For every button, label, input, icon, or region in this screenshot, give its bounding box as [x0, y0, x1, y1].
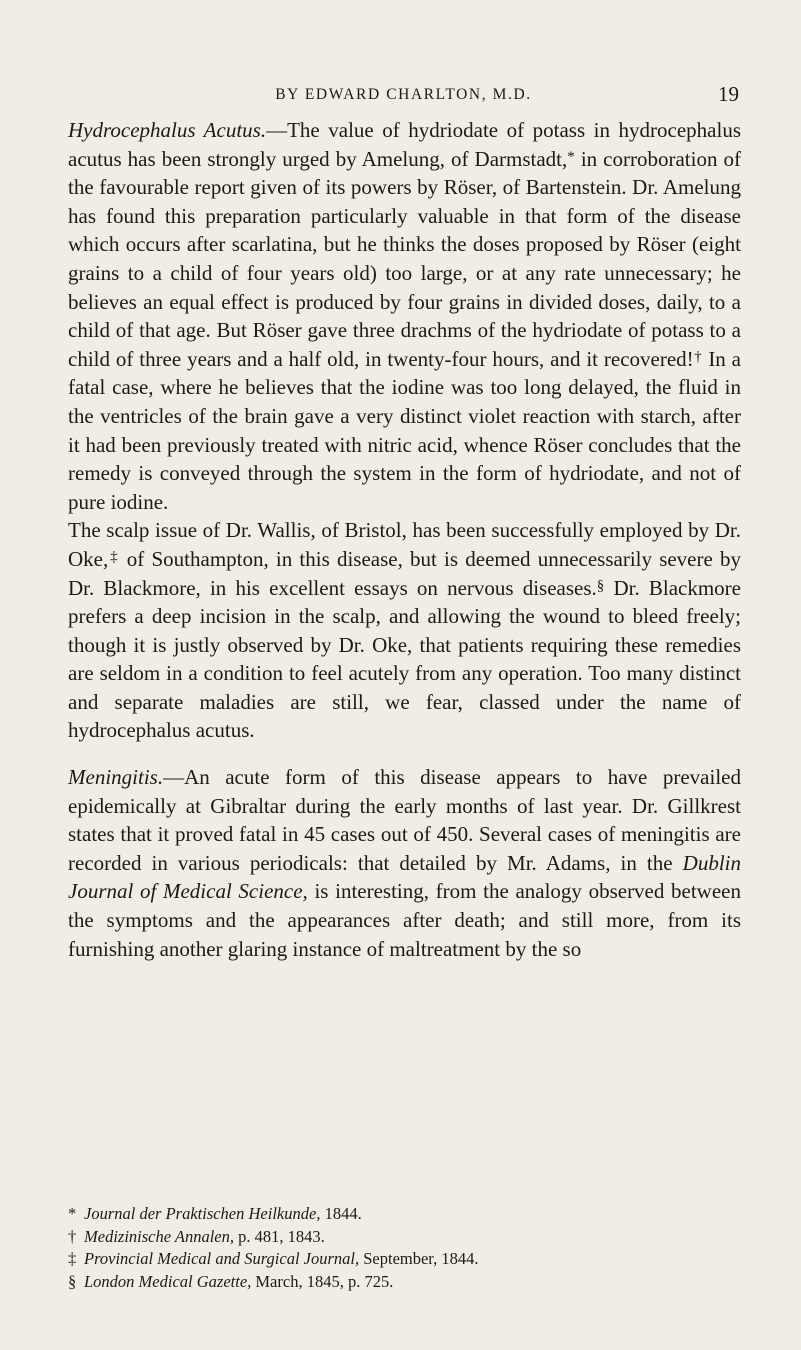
paragraph-text: —The value of hydriodate of potass in hydrocephalus acutus has been strongly urged by Amelung, of Darmstadt,: [68, 118, 741, 171]
paragraph-meningitis: [68, 763, 741, 963]
footnote: [68, 1248, 741, 1271]
running-head: BY EDWARD CHARLTON, M.D.: [275, 86, 532, 103]
footnote-source: Medizinische Annalen,: [84, 1226, 234, 1246]
footnote: [68, 1271, 741, 1294]
section-lead-meningitis: Meningitis.: [68, 765, 164, 790]
section-lead-hydrocephalus: Hydrocephalus Acutus.: [68, 118, 267, 142]
paragraph-text: is interesting, from the analogy observed between the symptoms and the appearances after death; and still more, from its furnishing another glaring instance of maltreatment by the so: [68, 879, 741, 961]
paragraph-text: in corroboration of the favourable report given of its powers by Röser, of Bartenstein. Dr. Amelung has found this preparation particularly valuable in that form of the disease which occurs after scarlatina, but he thinks the doses proposed by Röser (eight grains to a child of four years old) too large, or at any rate unnecessary; he believes an equal effect is produced by four grains in divided doses, daily, to a child of that age. But Röser gave three drachms of the hydriodate of potass to a child of three years and a half old, in twenty-four hours, and it recovered!: [68, 146, 741, 371]
paragraph-text: —An acute form of this disease appears to have prevailed epidemically at Gibraltar during the early months of last year. Dr. Gillkrest states that it proved fatal in 45 cases out of 450. Several cases of meningitis are recorded in various periodicals: that detailed by Mr. Adams, in the: [68, 765, 741, 875]
journal-title: Dublin Journal of Medical Science,: [68, 850, 741, 904]
footnote-ref: ‡: [108, 548, 120, 565]
paragraph-text: The scalp issue of Dr. Wallis, of Bristol, has been successfully employed by Dr. Oke,: [68, 518, 741, 571]
footnote-detail: p. 481, 1843.: [234, 1226, 325, 1246]
footnote-mark: †: [68, 1226, 77, 1246]
footnote-source: Journal der Praktischen Heilkunde,: [84, 1204, 321, 1223]
body-text: [68, 116, 741, 963]
page-number: 19: [718, 82, 739, 106]
paragraph-text: In a fatal case, where he believes that the iodine was too long delayed, the fluid in the ventricles of the brain gave a very distinct violet reaction with starch, after it had been previously treated with nitric acid, whence Röser concludes that the remedy is conveyed through the system in the form of hydriodate, and not of pure iodine.: [68, 346, 742, 514]
footnote-mark: *: [68, 1204, 77, 1223]
footnote-detail: March, 1845, p. 725.: [251, 1271, 394, 1291]
footnote: [68, 1203, 741, 1226]
footnote: [68, 1226, 741, 1249]
page-header: [68, 82, 739, 112]
footnote-ref: †: [693, 348, 703, 365]
footnote-mark: ‡: [68, 1249, 77, 1268]
footnote-source: London Medical Gazette,: [84, 1271, 252, 1291]
paragraph-hydrocephalus: [68, 116, 741, 516]
paragraph-text: Dr. Blackmore prefers a deep incision in the scalp, and allowing the wound to bleed freely; though it is justly observed by Dr. Oke, that patients requiring these remedies are seldom in a condition to feel acutely from any operation. Too many distinct and separate maladies are still, we fear, classed under the name of hydrocephalus acutus.: [68, 575, 741, 743]
footnote-ref: §: [596, 577, 605, 594]
footnote-source: Provincial Medical and Surgical Journal,: [84, 1249, 360, 1268]
footnote-detail: September, 1844.: [359, 1249, 479, 1268]
paragraph-scalp-issue: [68, 516, 741, 745]
footnote-detail: 1844.: [320, 1204, 362, 1223]
footnote-mark: §: [68, 1271, 77, 1291]
footnote-ref: *: [567, 148, 575, 165]
footnotes: [68, 1203, 741, 1293]
paragraph-text: of Southampton, in this disease, but is deemed unnecessarily severe by Dr. Blackmore, in his excellent essays on nervous diseases.: [68, 546, 742, 600]
